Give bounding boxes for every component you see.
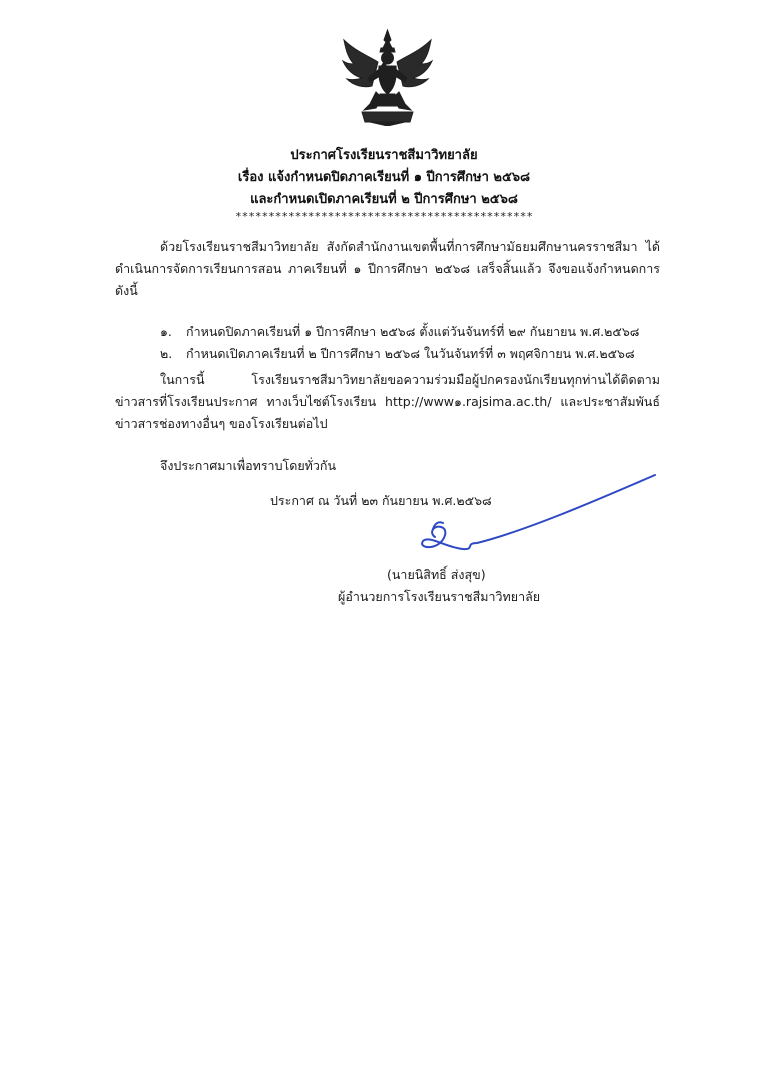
handwritten-signature: [405, 465, 665, 560]
list-item-number: ๒.: [160, 346, 173, 361]
list-item-text: กำหนดปิดภาคเรียนที่ ๑ ปีการศึกษา ๒๕๖๘ ตั้งแต่วันจันทร์ที่ ๒๙ กันยายน พ.ศ.๒๕๖๘: [186, 324, 640, 339]
separator-line: *********************************************: [234, 210, 533, 223]
signer-position: ผู้อำนวยการโรงเรียนราชสีมาวิทยาลัย: [338, 589, 541, 604]
garuda-emblem-icon: [340, 28, 435, 126]
signer-name: (นายนิสิทธิ์ ส่งสุข): [387, 567, 486, 582]
request-paragraph: ในการนี้ โรงเรียนราชสีมาวิทยาลัยขอความร่วมมือผู้ปกครองนักเรียนทุกท่านได้ติดตามข่าวสารที่โรงเรียนประกาศ ทางเว็บไซต์โรงเรียน http://www๑.rajsima.ac.th/ และประชาสัมพันธ์ข่าวสารช่องทางอื่นๆ ของโรงเรียนต่อไป: [115, 372, 660, 431]
subject-line-2: และกำหนดเปิดภาคเรียนที่ ๒ ปีการศึกษา ๒๕๖๘: [250, 192, 518, 207]
closing-line: จึงประกาศมาเพื่อทราบโดยทั่วกัน: [160, 458, 337, 473]
document-title: ประกาศโรงเรียนราชสีมาวิทยาลัย: [290, 148, 478, 163]
list-item-number: ๑.: [160, 324, 172, 339]
intro-paragraph: ด้วยโรงเรียนราชสีมาวิทยาลัย สังกัดสำนักงานเขตพื้นที่การศึกษามัธยมศึกษานครราชสีมา ได้ดำเนินการจัดการเรียนการสอน ภาคเรียนที่ ๑ ปีการศึกษา ๒๕๖๘ เสร็จสิ้นแล้ว จึงขอแจ้งกำหนดการ ดังนี้: [115, 239, 660, 298]
announcement-date: ประกาศ ณ วันที่ ๒๓ กันยายน พ.ศ.๒๕๖๘: [270, 493, 492, 508]
list-item: [160, 322, 670, 342]
list-item-text: กำหนดเปิดภาคเรียนที่ ๒ ปีการศึกษา ๒๕๖๘ ในวันจันทร์ที่ ๓ พฤศจิกายน พ.ศ.๒๕๖๘: [186, 346, 635, 361]
list-item: [160, 344, 670, 364]
subject-line-1: เรื่อง แจ้งกำหนดปิดภาคเรียนที่ ๑ ปีการศึกษา ๒๕๖๘: [237, 170, 531, 185]
